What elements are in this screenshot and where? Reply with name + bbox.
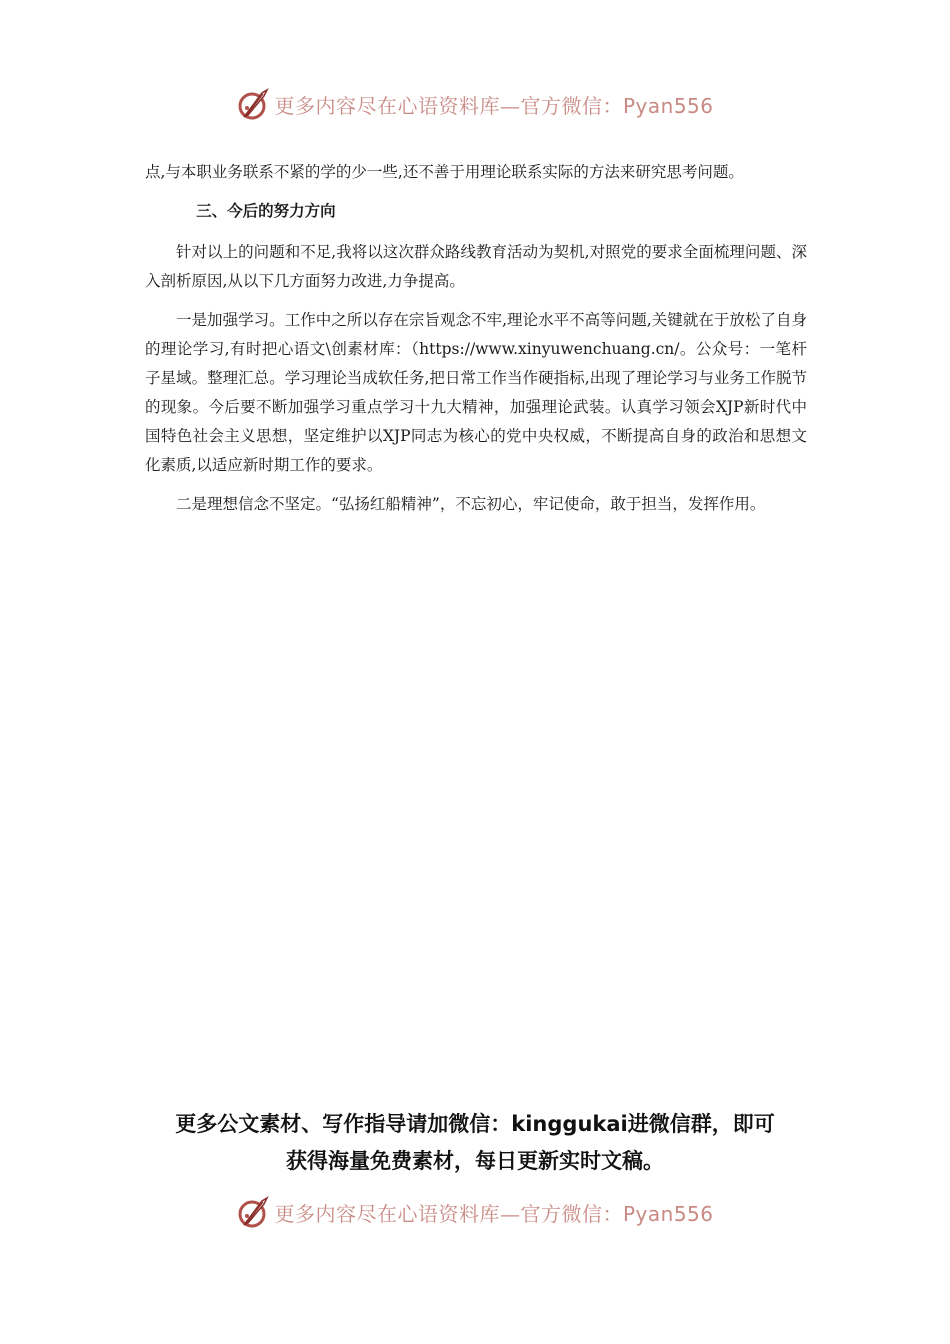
quill-pen-icon bbox=[236, 1195, 270, 1229]
footer-banner-wechat-id: Pyan556 bbox=[622, 1201, 714, 1226]
footer-banner bbox=[0, 1190, 950, 1234]
header-banner bbox=[0, 82, 950, 126]
header-banner-cn: 更多内容尽在心语资料库—官方微信： bbox=[274, 93, 623, 118]
footer-promo-note bbox=[0, 1106, 950, 1180]
footer-promo-line-2: 获得海量免费素材，每日更新实时文稿。 bbox=[286, 1149, 664, 1173]
quill-pen-icon bbox=[236, 87, 270, 121]
footer-banner-text bbox=[274, 1198, 713, 1227]
footer-banner-cn: 更多内容尽在心语资料库—官方微信： bbox=[274, 1201, 623, 1226]
paragraph-ideals-beliefs: 二是理想信念不坚定。“弘扬红船精神”，不忘初心，牢记使命，敢于担当，发挥作用。 bbox=[176, 495, 766, 513]
paragraph-continuation: 点,与本职业务联系不紧的学的少一些,还不善于用理论联系实际的方法来研究思考问题。 bbox=[145, 163, 744, 181]
paragraph-strengthen-study: 一是加强学习。工作中之所以存在宗旨观念不牢,理论水平不高等问题,关键就在于放松了自身的理论学习,有时把心语文\创素材库：（https://www.xinyuwenchuang.cn/。公众号：一笔杆子星域。整理汇总。学习理论当成软任务,把日常工作当作硬指标,出现了理论学习与业务工作脱节的现象。今后要不断加强学习重点学习十九大精神，加强理论武装。认真学习领会XJP新时代中国特色社会主义思想，坚定维护以XJP同志为核心的党中央权威，不断提高自身的政治和思想文化素质,以适应新时期工作的要求。 bbox=[145, 311, 807, 474]
footer-promo-line-1: 更多公文素材、写作指导请加微信：kinggukai进微信群，即可 bbox=[175, 1112, 775, 1136]
document-body bbox=[145, 158, 807, 529]
section-heading: 三、今后的努力方向 bbox=[196, 202, 336, 220]
paragraph-intro: 针对以上的问题和不足,我将以这次群众路线教育活动为契机,对照党的要求全面梳理问题、深入剖析原因,从以下几方面努力改进,力争提高。 bbox=[145, 243, 807, 290]
header-banner-text bbox=[274, 90, 713, 119]
header-banner-wechat-id: Pyan556 bbox=[622, 93, 714, 118]
